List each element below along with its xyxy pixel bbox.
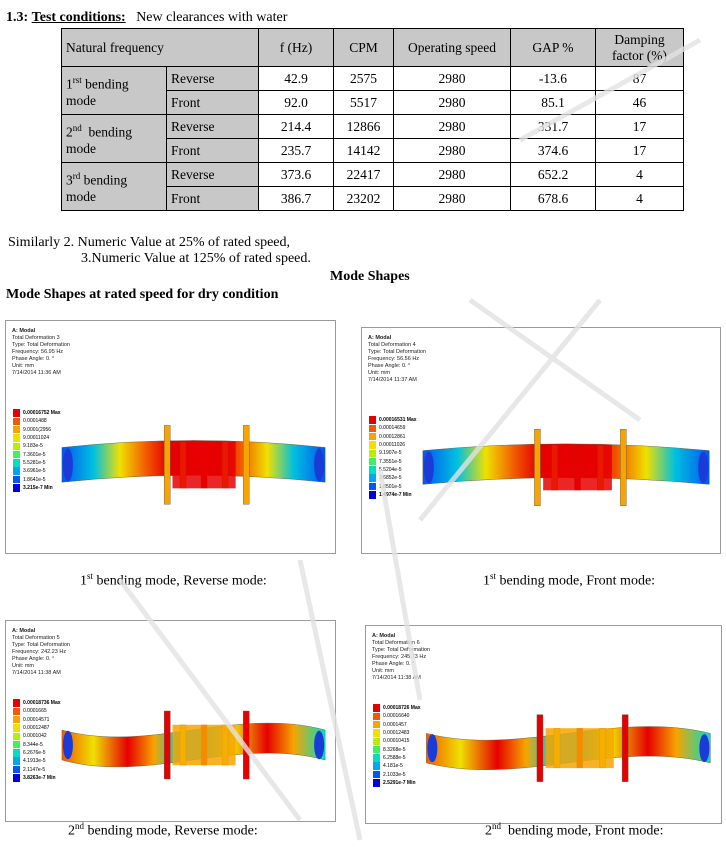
legend-entry — [369, 449, 429, 457]
legend-entry — [13, 740, 73, 748]
legend-value: 2.5291e-7 Min — [383, 779, 416, 786]
legend-swatch — [13, 459, 20, 467]
section-number: 1.3: — [6, 10, 29, 25]
header-damping-line2: factor (%) — [611, 47, 668, 63]
legend-value: 6.2588e-5 — [383, 754, 406, 761]
legend-entry — [369, 424, 429, 432]
legend-swatch — [369, 483, 376, 491]
legend-swatch — [373, 729, 380, 737]
legend-value: 9.1907e-5 — [379, 450, 402, 457]
figure-info-line: 7/14/2014 11:38 AM — [12, 670, 61, 676]
legend-swatch — [373, 721, 380, 729]
legend-entry — [13, 434, 73, 442]
legend-swatch — [369, 466, 376, 474]
legend-swatch — [13, 699, 20, 707]
figure-info-line: Phase Angle: 0. ° — [12, 656, 55, 662]
legend-entry — [369, 482, 429, 490]
legend-value: 8.344e-5 — [23, 741, 43, 748]
similarly-line2: 3.Numeric Value at 125% of rated speed. — [81, 251, 311, 266]
header-damping — [596, 29, 684, 67]
legend-value: 0.0001457 — [383, 721, 407, 728]
figure-info-line: Phase Angle: 0. ° — [372, 661, 415, 667]
gap-cell: -13.6 — [511, 67, 596, 91]
legend-swatch — [373, 771, 380, 779]
mode-label-cell — [62, 115, 167, 163]
frequency-cell: 373.6 — [259, 163, 334, 187]
figure-info — [12, 628, 70, 677]
legend-entry — [13, 716, 73, 724]
legend-value: 0.00010415 — [383, 738, 410, 745]
figure-caption — [80, 571, 267, 590]
legend-swatch — [369, 450, 376, 458]
table-row — [62, 115, 684, 139]
legend-entry — [373, 704, 433, 712]
figure-info-line: 7/14/2014 11:36 AM — [12, 370, 61, 376]
legend-swatch — [369, 458, 376, 466]
legend-entry — [13, 417, 73, 425]
rotor-hub — [543, 445, 612, 491]
legend-value: 4.181e-5 — [383, 763, 403, 770]
legend-entry — [373, 712, 433, 720]
legend-entry — [13, 426, 73, 434]
legend-value: 1.8641e-5 — [23, 476, 46, 483]
figure-info-line: Frequency: 56.56 Hz — [368, 356, 420, 362]
figure-info-line: Frequency: 245.73 Hz — [372, 654, 427, 660]
mode-shape-figure — [5, 620, 336, 822]
legend-value: 3.8263e-7 Min — [23, 774, 56, 781]
legend-value: 9.0001(2956 — [23, 426, 52, 433]
mode-word: bending — [81, 124, 132, 140]
mode-number: 1 — [66, 76, 73, 92]
legend-value: 0.00014571 — [23, 716, 50, 723]
figure-info-line: 7/14/2014 11:37 AM — [368, 377, 417, 383]
rotor-disc — [243, 425, 249, 504]
similarly-line1: Similarly 2. Numeric Value at 25% of rated speed, — [8, 235, 290, 250]
legend-entry — [13, 757, 73, 765]
mode-shape-figure — [361, 327, 721, 554]
legend-value: 8.3268e-5 — [383, 746, 406, 753]
caption-number: 2 — [68, 823, 75, 839]
operating-speed-cell: 2980 — [394, 91, 511, 115]
legend-entry — [369, 457, 429, 465]
caption-text: bending mode, Reverse mode: — [84, 823, 258, 839]
legend-entry — [13, 459, 73, 467]
mode-shape-figure — [5, 320, 336, 554]
legend-value: 3.6852e-5 — [379, 475, 402, 482]
legend-swatch — [13, 426, 20, 434]
legend-entry — [373, 779, 433, 787]
legend-entry — [13, 774, 73, 782]
header-cpm: CPM — [334, 29, 394, 67]
figure-info-line: Unit: mm — [12, 663, 34, 669]
legend-entry — [369, 441, 429, 449]
legend-entry — [373, 754, 433, 762]
operating-speed-cell: 2980 — [394, 139, 511, 163]
similarly-note — [8, 235, 311, 267]
cpm-cell: 23202 — [334, 187, 394, 211]
legend-swatch — [13, 766, 20, 774]
legend-value: 1.4974e-7 Min — [379, 491, 412, 498]
figure-info — [368, 335, 426, 384]
legend-entry — [369, 433, 429, 441]
legend-value: 0.00012487 — [23, 725, 50, 732]
figure-info-line: Unit: mm — [12, 363, 34, 369]
frequency-cell: 92.0 — [259, 91, 334, 115]
shaft-end — [698, 451, 708, 483]
mode-number: 2 — [66, 124, 73, 140]
legend-swatch — [13, 443, 20, 451]
legend-swatch — [369, 491, 376, 499]
operating-speed-cell: 2980 — [394, 187, 511, 211]
legend-swatch — [369, 416, 376, 424]
legend-value: 4.1913e-5 — [23, 758, 46, 765]
mode-label-cell — [62, 67, 167, 115]
figure-info-line: Unit: mm — [372, 668, 394, 674]
legend-entry — [373, 770, 433, 778]
figure-info-line: Type: Total Deformation — [368, 349, 426, 355]
caption-text: bending mode, Front mode: — [501, 823, 664, 839]
legend-entry — [13, 450, 73, 458]
legend-swatch — [373, 713, 380, 721]
legend-value: 0.00016640 — [383, 713, 410, 720]
legend-swatch — [13, 418, 20, 426]
section-label: Test conditions: — [31, 10, 126, 25]
shaft-end — [314, 448, 324, 481]
legend-swatch — [373, 704, 380, 712]
rotor-disc — [243, 711, 249, 779]
caption-number: 1 — [80, 573, 87, 589]
figure-info-line: Phase Angle: 0. ° — [368, 363, 411, 369]
legend-swatch — [369, 433, 376, 441]
legend-swatch — [13, 409, 20, 417]
legend-entry — [369, 416, 429, 424]
figure-info-line: Frequency: 242.23 Hz — [12, 649, 67, 655]
legend-value: 3.6961e-5 — [23, 468, 46, 475]
caption-ordinal: st — [87, 571, 94, 581]
mode-shapes-title: Mode Shapes — [330, 269, 410, 284]
legend-swatch — [13, 708, 20, 716]
direction-cell: Reverse — [167, 115, 259, 139]
legend-swatch — [373, 746, 380, 754]
contour-legend — [13, 699, 73, 782]
legend-entry — [369, 474, 429, 482]
legend-swatch — [369, 441, 376, 449]
caption-ordinal: nd — [75, 821, 84, 831]
gap-cell: 331.7 — [511, 115, 596, 139]
table-header-row — [62, 29, 684, 67]
header-f-hz: f (Hz) — [259, 29, 334, 67]
mode-number: 3 — [66, 172, 73, 188]
legend-value: 0.00011026 — [379, 442, 406, 449]
caption-ordinal: st — [490, 571, 497, 581]
damping-cell: 17 — [596, 139, 684, 163]
figure-info-line: Total Deformation 6 — [372, 640, 420, 646]
legend-swatch — [373, 762, 380, 770]
legend-entry — [13, 467, 73, 475]
damping-cell: 4 — [596, 163, 684, 187]
cpm-cell: 12866 — [334, 115, 394, 139]
legend-entry — [369, 466, 429, 474]
legend-entry — [13, 707, 73, 715]
figure-info-line: Frequency: 56.95 Hz — [12, 349, 64, 355]
rotor-hub — [172, 725, 235, 766]
legend-entry — [13, 732, 73, 740]
legend-value: 5.5281e-5 — [23, 459, 46, 466]
damping-cell: 4 — [596, 187, 684, 211]
caption-ordinal: nd — [492, 821, 501, 831]
direction-cell: Front — [167, 187, 259, 211]
legend-value: 5.5204e-5 — [379, 466, 402, 473]
legend-value: 0.00012861 — [379, 433, 406, 440]
figure-info-line: 7/14/2014 11:38 AM — [372, 675, 421, 681]
legend-value: 0.0001488 — [23, 418, 47, 425]
legend-value: 2.1147e-5 — [23, 766, 46, 773]
legend-entry — [373, 721, 433, 729]
legend-value: 3.215e-7 Min — [23, 484, 53, 491]
frequency-cell: 214.4 — [259, 115, 334, 139]
legend-swatch — [373, 738, 380, 746]
contour-legend — [369, 416, 429, 499]
legend-swatch — [13, 451, 20, 459]
legend-swatch — [13, 774, 20, 782]
test-conditions-table — [61, 28, 684, 211]
legend-entry — [373, 762, 433, 770]
figure-info-line: Type: Total Deformation — [12, 342, 70, 348]
figure-info-line: A: Modal — [368, 335, 392, 341]
rotor-disc — [537, 715, 543, 782]
cpm-cell: 14142 — [334, 139, 394, 163]
legend-swatch — [13, 434, 20, 442]
shaft-end — [699, 734, 709, 762]
mode-ordinal: nd — [72, 122, 82, 133]
direction-cell: Front — [167, 139, 259, 163]
table-row — [62, 67, 684, 91]
operating-speed-cell: 2980 — [394, 163, 511, 187]
legend-entry — [373, 737, 433, 745]
gap-cell: 85.1 — [511, 91, 596, 115]
legend-swatch — [13, 757, 20, 765]
legend-value: 9.183e-5 — [23, 443, 43, 450]
legend-swatch — [13, 716, 20, 724]
figure-info-line: Type: Total Deformation — [12, 642, 70, 648]
legend-value: 0.00014659 — [379, 425, 406, 432]
rotor-disc — [620, 429, 626, 506]
figure-info-line: Total Deformation 4 — [368, 342, 416, 348]
legend-entry — [13, 409, 73, 417]
legend-swatch — [13, 484, 20, 492]
caption-text: bending mode, Reverse mode: — [93, 573, 267, 589]
figure-info — [372, 633, 430, 682]
legend-value: 7.3551e-5 — [379, 458, 402, 465]
figure-info-line: Type: Total Deformation — [372, 647, 430, 653]
legend-entry — [13, 724, 73, 732]
mode-word2: mode — [66, 189, 96, 205]
caption-number: 1 — [483, 573, 490, 589]
figure-info-line: Total Deformation 5 — [12, 635, 60, 641]
mode-word: bending — [81, 76, 129, 92]
legend-entry — [13, 699, 73, 707]
caption-text: bending mode, Front mode: — [496, 573, 656, 589]
legend-entry — [373, 745, 433, 753]
legend-swatch — [13, 476, 20, 484]
rotor-hub — [546, 728, 614, 768]
direction-cell: Reverse — [167, 67, 259, 91]
mode-ordinal: rst — [72, 74, 82, 85]
table-row — [62, 163, 684, 187]
mode-shape-figure — [365, 625, 722, 824]
damping-cell: 17 — [596, 115, 684, 139]
frequency-cell: 235.7 — [259, 139, 334, 163]
legend-entry — [13, 475, 73, 483]
legend-swatch — [13, 467, 20, 475]
legend-value: 6.2676e-5 — [23, 749, 46, 756]
contour-legend — [373, 704, 433, 787]
caption-number: 2 — [485, 823, 492, 839]
figure-caption — [483, 571, 655, 590]
section-heading — [6, 10, 287, 26]
figure-info-line: A: Modal — [12, 628, 36, 634]
section-subtitle: New clearances with water — [136, 10, 288, 25]
legend-entry — [13, 765, 73, 773]
legend-swatch — [13, 724, 20, 732]
legend-entry — [13, 442, 73, 450]
direction-cell: Reverse — [167, 163, 259, 187]
legend-value: 9.00011024 — [23, 435, 50, 442]
legend-swatch — [369, 474, 376, 482]
gap-cell: 678.6 — [511, 187, 596, 211]
figure-info — [12, 328, 70, 377]
mode-word2: mode — [66, 93, 96, 109]
figure-info-line: Phase Angle: 0. ° — [12, 356, 55, 362]
legend-value: 0.00016531 Max — [379, 417, 417, 424]
header-gap: GAP % — [511, 29, 596, 67]
legend-value: 1.8501e-5 — [379, 483, 402, 490]
legend-value: 0.0001665 — [23, 708, 47, 715]
gap-cell: 652.2 — [511, 163, 596, 187]
legend-value: 2.1033e-5 — [383, 771, 406, 778]
mode-word2: mode — [66, 141, 96, 157]
damping-cell: 46 — [596, 91, 684, 115]
header-natural-frequency: Natural frequency — [62, 29, 259, 67]
figure-info-line: Total Deformation 3 — [12, 335, 60, 341]
cpm-cell: 2575 — [334, 67, 394, 91]
operating-speed-cell: 2980 — [394, 67, 511, 91]
legend-value: 0.00018736 Max — [23, 700, 61, 707]
mode-ordinal: rd — [72, 170, 81, 181]
header-operating-speed: Operating speed — [394, 29, 511, 67]
gap-cell: 374.6 — [511, 139, 596, 163]
legend-swatch — [13, 741, 20, 749]
rotor-disc — [622, 715, 628, 782]
legend-swatch — [13, 733, 20, 741]
figure-info-line: A: Modal — [372, 633, 396, 639]
contour-legend — [13, 409, 73, 492]
legend-value: 0.0001042 — [23, 733, 47, 740]
legend-value: 7.3601e-5 — [23, 451, 46, 458]
shaft-end — [314, 731, 324, 760]
legend-entry — [13, 749, 73, 757]
legend-entry — [369, 491, 429, 499]
legend-entry — [13, 484, 73, 492]
legend-swatch — [373, 779, 380, 787]
figure-info-line: Unit: mm — [368, 370, 390, 376]
rotor-disc — [164, 711, 170, 779]
cpm-cell: 5517 — [334, 91, 394, 115]
legend-value: 0.00012483 — [383, 730, 410, 737]
damping-cell: 87 — [596, 67, 684, 91]
legend-swatch — [13, 749, 20, 757]
direction-cell: Front — [167, 91, 259, 115]
mode-word: bending — [80, 172, 128, 188]
legend-value: 0.00018726 Max — [383, 705, 421, 712]
figure-caption — [485, 821, 664, 840]
frequency-cell: 386.7 — [259, 187, 334, 211]
header-damping-line1: Damping — [614, 31, 665, 47]
rotor-hub — [172, 441, 235, 488]
mode-label-cell — [62, 163, 167, 211]
operating-speed-cell: 2980 — [394, 115, 511, 139]
legend-swatch — [373, 754, 380, 762]
rotor-disc — [534, 429, 540, 506]
legend-swatch — [369, 425, 376, 433]
legend-entry — [373, 729, 433, 737]
rated-speed-title: Mode Shapes at rated speed for dry condition — [6, 287, 279, 302]
legend-value: 0.00016752 Max — [23, 410, 61, 417]
rotor-disc — [164, 425, 170, 504]
figure-info-line: A: Modal — [12, 328, 36, 334]
figure-caption — [68, 821, 258, 840]
cpm-cell: 22417 — [334, 163, 394, 187]
frequency-cell: 42.9 — [259, 67, 334, 91]
